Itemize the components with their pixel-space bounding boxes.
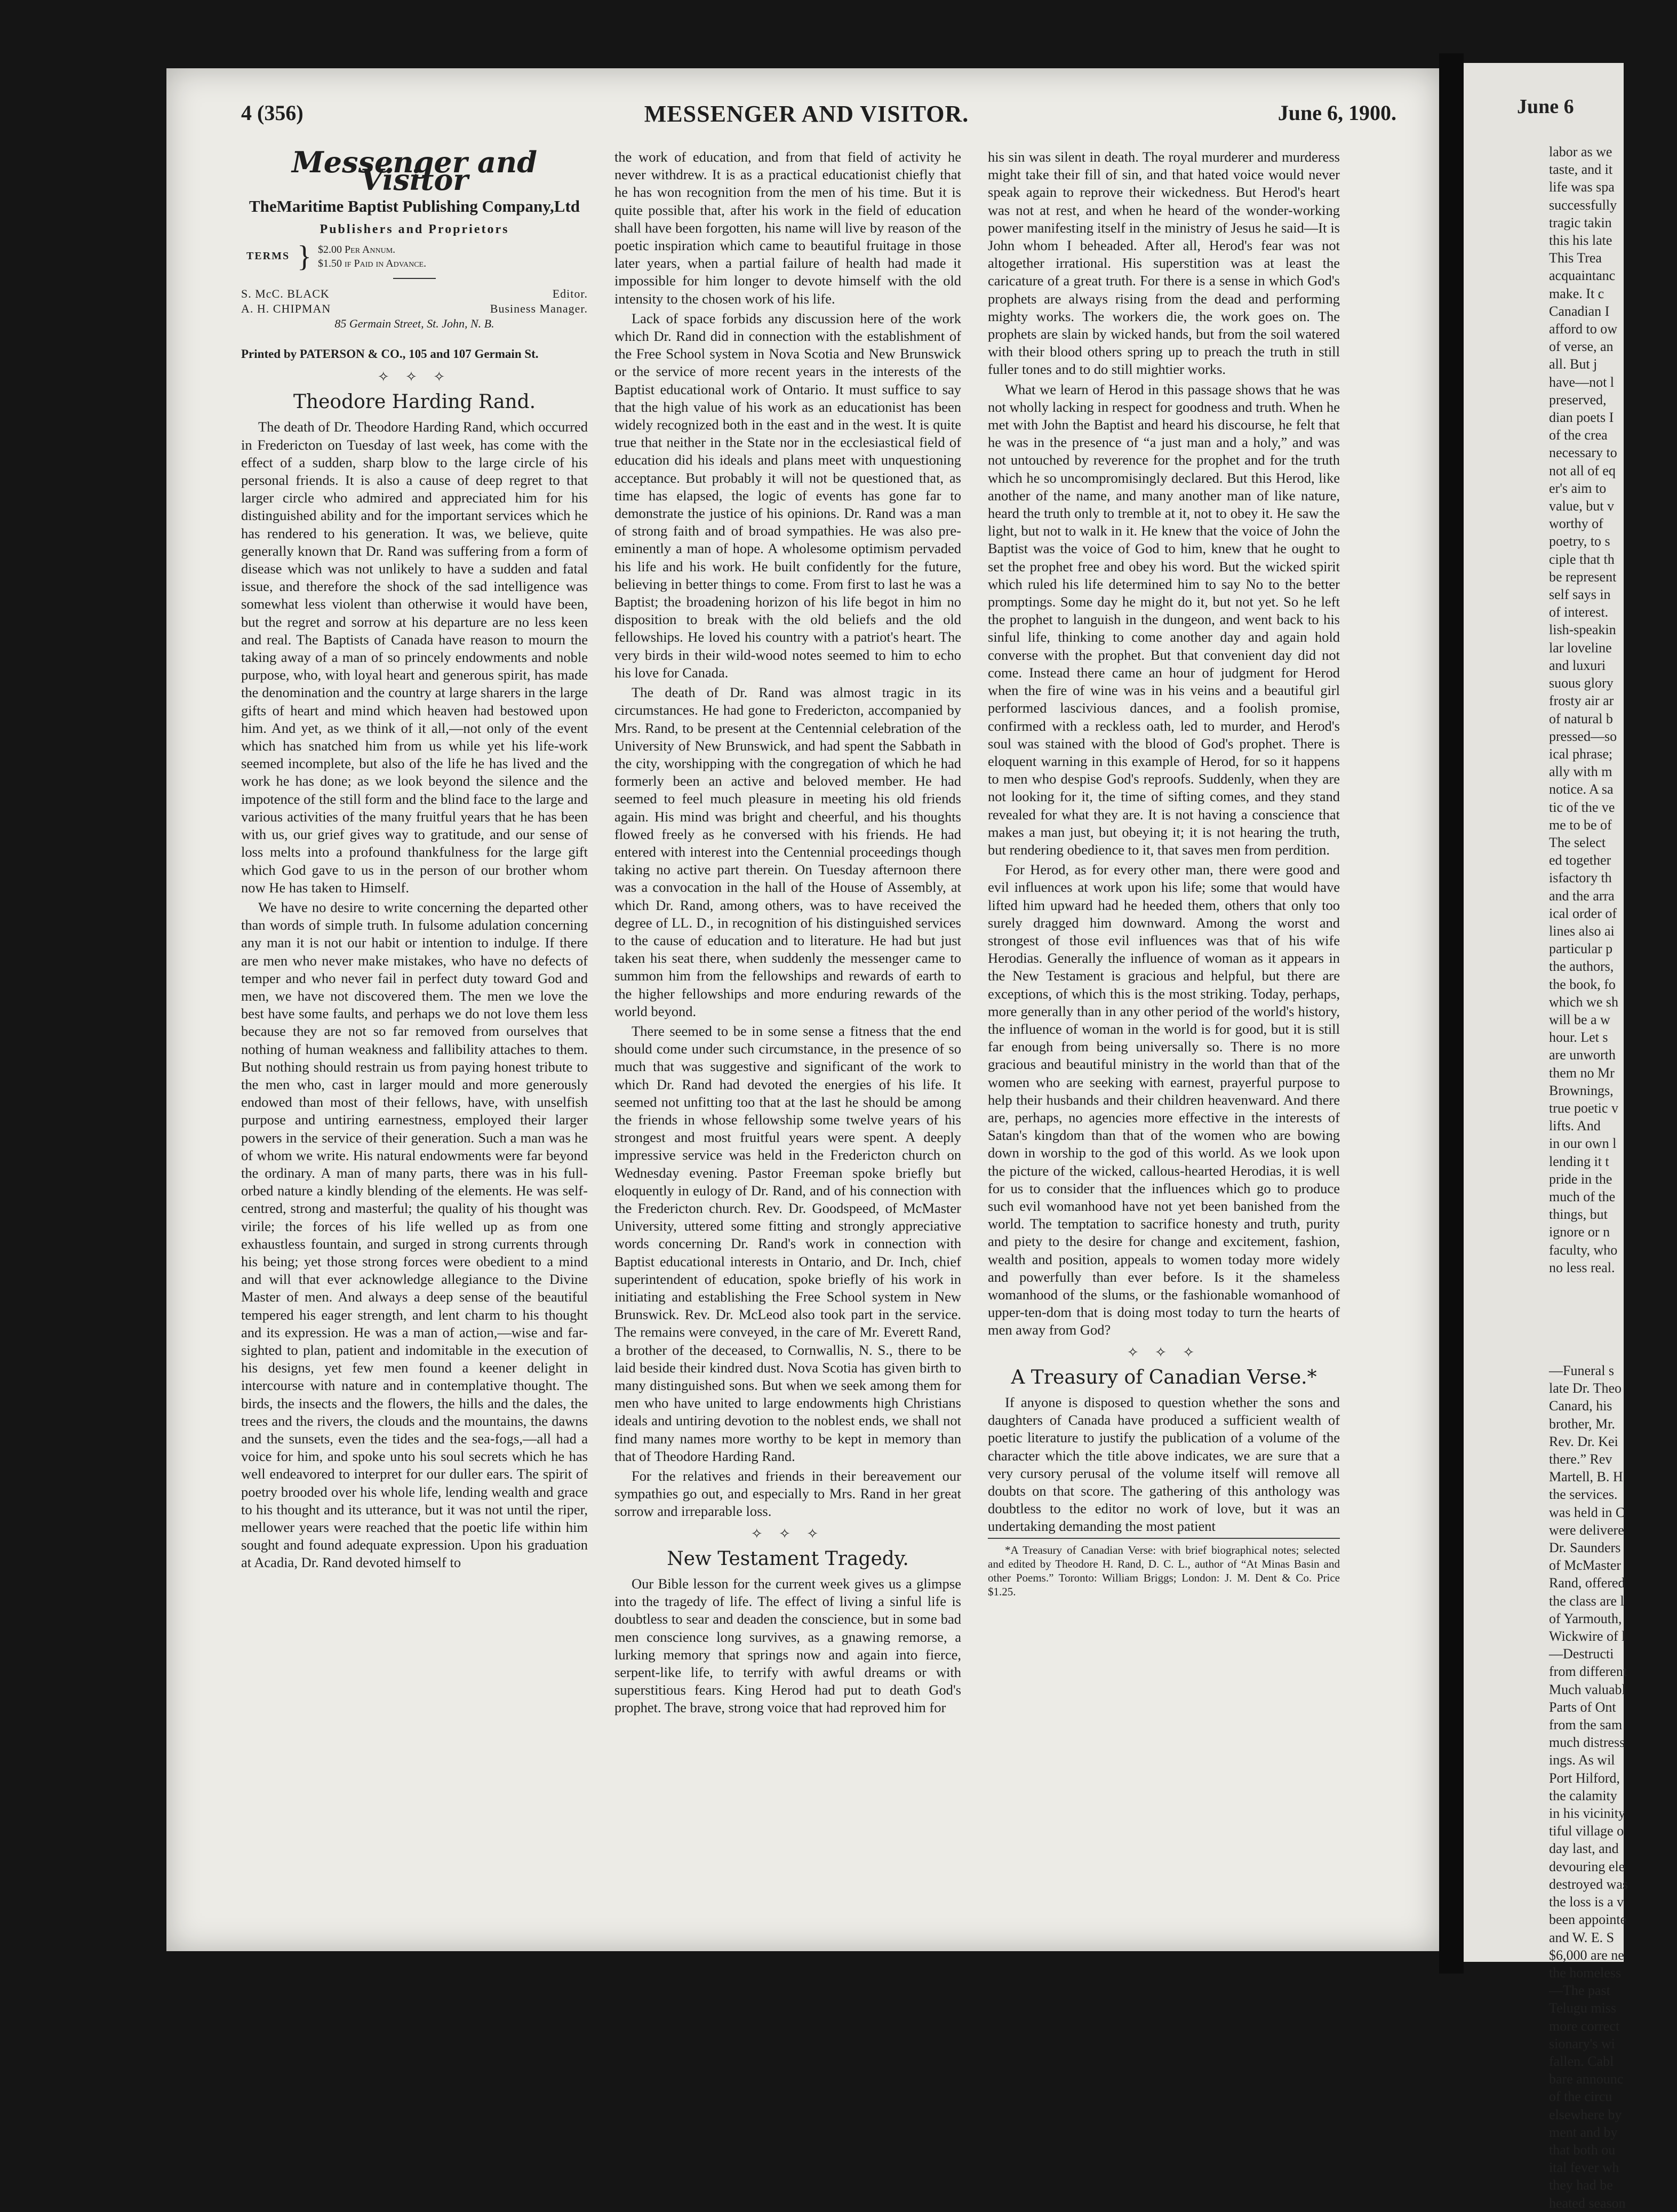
adjacent-line: $6,000 are ne <box>1549 1947 1624 1963</box>
page-gutter <box>1439 53 1464 1974</box>
adjacent-line: that both ou <box>1549 2142 1616 2158</box>
printer-line: Printed by PATERSON & CO., 105 and 107 Germain St. <box>241 347 539 361</box>
running-title: MESSENGER AND VISITOR. <box>644 101 969 127</box>
adjacent-line: of the crea <box>1549 427 1608 443</box>
treasury-footnote: *A Treasury of Canadian Verse: with brief biographical notes; selected and edited by Theodore H. Rand, D. C. L., author of “At Minas Basin and other Poems.” Toronto: William Briggs; London: J. M. Dent & Co. Price $1.25. <box>988 1538 1340 1599</box>
adjacent-line: The select <box>1549 834 1606 850</box>
manager-name: A. H. CHIPMAN <box>241 301 331 315</box>
adjacent-line: were delivere <box>1549 1522 1624 1538</box>
article-title-rand: Theodore Harding Rand. <box>293 391 536 413</box>
adjacent-line: suous glory <box>1549 675 1614 691</box>
adjacent-line: Port Hilford, <box>1549 1770 1620 1786</box>
adjacent-line: fallen. Cabl <box>1549 2053 1614 2069</box>
adjacent-line: there.” Rev <box>1549 1451 1612 1467</box>
adjacent-line: ings. As wil <box>1549 1752 1615 1768</box>
terms-line-2: $1.50 if Paid in Advance. <box>318 257 427 269</box>
adjacent-line: of interest. <box>1549 604 1609 620</box>
staff-block <box>241 286 588 331</box>
adjacent-line: lines also ai <box>1549 923 1615 939</box>
adjacent-line: me to be of <box>1549 817 1612 833</box>
brace-glyph: } <box>297 239 312 273</box>
adjacent-line: from different <box>1549 1664 1627 1680</box>
adjacent-line: ciple that th <box>1549 551 1615 567</box>
editor-role: Editor. <box>552 286 588 300</box>
issue-date: June 6, 1900. <box>1277 101 1396 125</box>
adjacent-line: of Yarmouth, <box>1549 1610 1622 1626</box>
adjacent-line: notice. A sa <box>1549 781 1614 797</box>
adjacent-line: make. It c <box>1549 285 1604 301</box>
adjacent-line: Rand, offered <box>1549 1575 1625 1591</box>
adjacent-line: —Funeral s <box>1549 1363 1615 1378</box>
adjacent-line: the services. <box>1549 1487 1618 1503</box>
adjacent-line: things, but <box>1549 1207 1608 1223</box>
adjacent-line: ally with m <box>1549 764 1612 780</box>
tragedy-paragraph-2: his sin was silent in death. The royal murderer and murderess might take their fill of sin, and that hated voice would never speak again to reprove their wickedness. But Herod's heart was not at rest, and when he heard of the wonder-working power manifesting itself in the ministry of Jesus he said—It is John whom I beheaded. After all, Herod's fear was not altogether irrational. His superstition was at least the caricature of a great truth. For there is a sense in which God's prophets are always rising from the dead and performing mighty works. The workers die, the work goes on. The prophets are slain by wicked hands, but from the soil watered with their blood others spring up to preach the truth in still fuller tones and to do still mightier works. <box>988 149 1340 378</box>
adjacent-line: hour. Let s <box>1549 1029 1608 1045</box>
adjacent-line: value, but v <box>1549 498 1615 514</box>
subscription-terms <box>246 239 588 273</box>
rand-paragraph-7: For the relatives and friends in their bereavement our sympathies go out, and especially to Mrs. Rand in her great sorrow and irreparable loss. <box>614 1468 961 1520</box>
adjacent-line: tiful village o <box>1549 1823 1624 1839</box>
adjacent-line: lending it t <box>1549 1153 1609 1169</box>
adjacent-line: of the circu <box>1549 2089 1612 2105</box>
adjacent-line: labor as we <box>1549 144 1612 159</box>
adjacent-line: Canard, his <box>1549 1398 1612 1414</box>
adjacent-line: Dr. Saunders <box>1549 1540 1621 1556</box>
adjacent-line: and W. E. S <box>1549 1929 1615 1945</box>
rand-paragraph-1: The death of Dr. Theodore Harding Rand, which occurred in Fredericton on Tuesday of last week, has come with the effect of a sudden, sharp blow to the large circle of his personal friends. It is also a cause of deep regret to that larger circle who admired and appreciated him for his distinguished ability and for the important services which he has rendered to his generation. It was, we believe, quite generally known that Dr. Rand was suffering from a form of disease which was not unlikely to have a sudden and fatal issue, and therefore the shock of the sad intelligence was somewhat less violent than otherwise it would have been, but the regret and sorrow at his departure are no less keen and real. The Baptists of Canada have reason to mourn the taking away of a man of so princely endowments and noble purpose, who, with loyal heart and generous spirit, has made the denomination and the country at large sharers in the large gifts of heart and mind which heaven had bestowed upon him. And yet, as we think of it all,—not only of the event which has snatched him from us while yet his life-work seemed incomplete, but also of the life he has lived and the work he has done; as we look beyond the silence and the impotence of the still form and the blind face to the large and various activities of the many fruitful years that he has been with us, our grief gives way to gratitude, and our sense of loss melts into a profound thankfulness for the large gift which God gave to us in the person of our brother whom now He has taken to Himself. <box>241 419 588 896</box>
adjacent-line: —The past <box>1549 1983 1610 1999</box>
adjacent-line: much distress <box>1549 1735 1625 1751</box>
short-rule <box>393 278 436 279</box>
adjacent-line: brother, Mr. <box>1549 1416 1615 1432</box>
rand-paragraph-2: We have no desire to write concerning the departed other than words of simple truth. In fulsome adulation concerning any man it is not our habit or intention to indulge. If there are men who never make mistakes, who have no defects of temper and who never fail in perfect duty toward God and men, we have not discovered them. The men we love the best have some faults, and perhaps we do not love them less because they are not so far removed from ourselves that nothing of human weakness and fallibility attaches to them. But nothing should restrain us from paying honest tribute to the men who, cast in larger mould and more generously endowed than most of their fellows, have, with unselfish purpose and untiring earnestness, employed their larger powers in the service of their generation. Such a man was he of whom we write. His natural endowments were far beyond the ordinary. A man of many parts, there was in his full-orbed nature a kindly blending of the elements. He was self-centred, strong and masterful; the quality of his thought was virile; the forces of his life welled up as from one exhaustless fountain, and surged in strong currents through his being; yet those strong forces were obedient to a mind and will that ever acknowledge allegiance to the Divine Master of men. And always a deep sense of the beautiful tempered his eager strength, and lent charm to his thought and its expression. He was a man of action,—wise and far-sighted to plan, patient and indomitable in the execution of his designs, yet few men found a keener delight in intercourse with nature and in contemplative thought. The birds, the insects and the flowers, the hills and the dales, the trees and the rivers, the clouds and the mountains, the dawns and the sunsets, even the tides and the sea-fogs,—all had a voice for him, and spoke unto his soul secrets which he has well endeavored to interpret for our duller ears. The spirit of poetry brooded over his whole life, lending wealth and grace to his thought and its utterance, but it was not until the riper, mellower years were reached that the poetic life within him sought and found adequate expression. Upon his graduation at Acadia, Dr. Rand devoted himself to <box>241 899 588 1571</box>
ornament-divider: ✧ ✧ ✧ <box>750 1526 825 1542</box>
adjacent-line: from the sam <box>1549 1717 1623 1733</box>
adjacent-line: and luxuri <box>1549 657 1606 673</box>
adjacent-line: the book, fo <box>1549 976 1616 992</box>
article-title-treasury: A Treasury of Canadian Verse.* <box>1011 1366 1317 1388</box>
adjacent-line: ital fever wh <box>1549 2160 1619 2176</box>
rand-paragraph-3: the work of education, and from that field of activity he never withdrew. It is as a practical educationist chiefly that he has won recognition from the men of his time. But it is quite possible that, after his work in the field of education shall have been forgotten, his name will live by reason of the poetic inspiration which came to beautiful fruitage in those later years, when a partial failure of health had made it impossible for him longer to devote himself with the old intensity to the chosen work of his life. <box>614 149 961 307</box>
adjacent-line: tragic takin <box>1549 214 1612 230</box>
adjacent-line: of verse, an <box>1549 339 1614 355</box>
adjacent-line: ical phrase; <box>1549 746 1613 762</box>
adjacent-line: Wickwire of l <box>1549 1628 1626 1644</box>
adjacent-line: Canadian I <box>1549 303 1610 319</box>
article-title-tragedy: New Testament Tragedy. <box>667 1547 909 1570</box>
terms-label: TERMS <box>246 250 290 262</box>
adjacent-line: ed together <box>1549 852 1611 868</box>
adjacent-line: faculty, who <box>1549 1242 1618 1258</box>
adjacent-line: self says in <box>1549 587 1611 603</box>
adjacent-page-date: June 6 <box>1517 95 1574 118</box>
adjacent-line: the authors, <box>1549 959 1614 975</box>
adjacent-line: afford to ow <box>1549 321 1618 337</box>
adjacent-line: lar loveline <box>1549 640 1612 656</box>
adjacent-line: successfully <box>1549 197 1617 213</box>
adjacent-gap <box>1549 1276 1677 1362</box>
adjacent-page-text <box>1549 143 1677 2212</box>
adjacent-line: of McMaster <box>1549 1558 1622 1574</box>
adjacent-line: Martell, B. H <box>1549 1469 1623 1485</box>
adjacent-line: er's aim to <box>1549 480 1607 496</box>
adjacent-line: acquaintanc <box>1549 268 1616 284</box>
masthead-title: Messenger and Visitor <box>292 145 537 197</box>
adjacent-line: in our own l <box>1549 1136 1617 1152</box>
editor-row <box>241 286 588 301</box>
adjacent-line: Parts of Ont <box>1549 1699 1616 1715</box>
adjacent-line: lifts. And <box>1549 1118 1601 1134</box>
adjacent-line: ment and by <box>1549 2124 1618 2140</box>
tragedy-paragraph-4: For Herod, as for every other man, there were good and evil influences at work upon his life; some that would have lifted him upward had he heeded them, others that only too surely dragged him downward. Among the worst and strongest of those evil influences was that of his wife Herodias. Generally the influence of woman as it appears in the New Testament is gracious and helpful, but there are exceptions, of which this is the most striking. Today, perhaps, more generally than in any other period of the world's history, the influence of woman in the world is for good, but it is still far enough from being universally so. There is no more gracious and beautiful ministry in the world than that of the women who are seeking with earnest, prayerful purpose to help their husbands and their children heavenward. And there are, perhaps, no agencies more effective in the interests of Satan's kingdom than that of the women who are bowing down in worship to the god of this world. As we look upon the picture of the wicked, callous-hearted Herodias, it is well for us to consider that the influences which go to produce such evil womanhood have not yet been banished from the world. The temptation to sacrifice honesty and truth, purity and piety to the desire for change and excitement, fashion, wealth and position, appeals to women today more widely and powerfully than ever before. Is it the shameless womanhood of the slums, or the fashionable womanhood of upper-ten-dom that is doing most today to turn the hearts of men away from God? <box>988 861 1340 1338</box>
adjacent-line: heated season <box>1549 2195 1626 2211</box>
rand-paragraph-4: Lack of space forbids any discussion here of the work which Dr. Rand did in connection with the establishment of the Free School system in Nova Scotia and New Brunswick or the service of more recent years in the interests of the Baptist educational work of Ontario. It must suffice to say that the high value of his work as an educationist has been widely recognized both in the east and in the west. It is quite true that neither in the State nor in the ecclesiastical field of education did his ideals and plans meet with unquestioning acceptance. But probably it will not be questioned that, as time has elapsed, the logic of events has gone far to demonstrate the justice of his opinions. Dr. Rand was a man of strong faith and of broad sympathies. He was also pre-eminently a man of hope. A wholesome optimism pervaded his life and his work. He built confidently for the future, believing in better things to come. From first to last he was a Baptist; the broadening horizon of his life begot in him no disposition to break with the old beliefs and the old fellowships. He loved his country with a patriot's heart. The very birds in their wild-wood notes seemed to him to echo his love for Canada. <box>614 310 961 681</box>
adjacent-line: the calamity <box>1549 1787 1617 1803</box>
adjacent-line: This Trea <box>1549 250 1602 266</box>
publisher-subtitle: Publishers and Proprietors <box>320 222 509 236</box>
adjacent-line: destroyed was <box>1549 1876 1628 1892</box>
adjacent-line: poetry, to s <box>1549 533 1610 549</box>
tragedy-paragraph-3: What we learn of Herod in this passage shows that he was not wholly lacking in respect for goodness and truth. When he met with John the Baptist and heard his discourse, he felt that he was in the presence of “a just man and a holy,” and was not untouched by reverence for the prophet and for the truth which he so uncompromisingly declared. But this Herod, like another of the name, and many another man of like nature, heard the truth only to tremble at it, not to obey it. He saw the light, but not to walk in it. He knew that the voice of John the Baptist was the voice of God to him, knew that he ought to set the prophet free and obey his word. But the wicked spirit which ruled his life determined him to say No to the better promptings. Some day he might do it, but not yet. So he left the prophet to languish in the dungeon, and went back to his sinful life, thinking to come another day and again hold converse with the prophet. But that convenient day did not come. Instead there came an hour of judgment for Herod when the fire of wine was in his veins and a beautiful girl performed lascivious dances, and a foolish promise, confirmed with a reckless oath, led to murder, and Herod's soul was stained with the blood of God's prophet. There is eloquent warning in this example of Herod, for so it happens to men who despise God's reproofs. Suddenly, when they are not looking for it, the time of sifting comes, and they stand revealed for what they are. It is not having a conscience that makes a man just, but obeying it; it is not hearing the truth, but rendering obedience to it, that saves men from perdition. <box>988 381 1340 858</box>
adjacent-line: Brownings, <box>1549 1082 1614 1098</box>
adjacent-line: dian poets I <box>1549 410 1614 426</box>
terms-line-1: $2.00 Per Annum. <box>318 243 396 255</box>
adjacent-line: pride in the <box>1549 1171 1612 1187</box>
adjacent-line: frosty air ar <box>1549 693 1614 709</box>
adjacent-line: and the arra <box>1549 888 1615 904</box>
adjacent-line: ignore or n <box>1549 1224 1610 1240</box>
column-2 <box>614 148 961 1719</box>
manager-role: Business Manager. <box>490 301 588 315</box>
adjacent-line: more correct <box>1549 2018 1620 2034</box>
adjacent-line: this his late <box>1549 233 1612 249</box>
adjacent-line: all. But j <box>1549 356 1598 372</box>
publisher-name: TheMaritime Baptist Publishing Company,Ltd <box>249 197 580 216</box>
treasury-paragraph-1: If anyone is disposed to question whether the sons and daughters of Canada have produced a sufficient wealth of poetic literature to justify the publication of a volume of the character which the title above indicates, we are sure that a very cursory perusal of the volume itself will remove all doubts on that score. The gathering of this anthology was doubtless to the editor no work of love, but it was an undertaking demanding the most patient <box>988 1394 1340 1535</box>
adjacent-line: elsewhere by <box>1549 2106 1622 2122</box>
adjacent-line: Rev. Dr. Kei <box>1549 1433 1618 1449</box>
adjacent-line: isfactory th <box>1549 870 1612 886</box>
adjacent-line: not all of eq <box>1549 462 1616 478</box>
terms-lines <box>318 243 426 270</box>
adjacent-line: day last, and <box>1549 1841 1619 1857</box>
adjacent-line: late Dr. Theo <box>1549 1380 1622 1396</box>
adjacent-line: have—not l <box>1549 374 1615 390</box>
page-number: 4 (356) <box>241 101 304 125</box>
adjacent-line: no less real. <box>1549 1259 1615 1275</box>
tragedy-paragraph-1: Our Bible lesson for the current week gives us a glimpse into the tragedy of life. The effect of living a sinful life is doubtless to sear and deaden the conscience, but in some bad men conscience long survives, as a gnawing remorse, a lurking memory that springs now and again into fierce, serpent-like life, to terrify with awful dreams or with superstitious fears. King Herod had put to death God's prophet. The brave, strong voice that had reproved him for <box>614 1576 961 1716</box>
adjacent-line: preserved, <box>1549 392 1607 408</box>
adjacent-line: tic of the ve <box>1549 799 1615 815</box>
adjacent-line: —Destructi <box>1549 1646 1614 1662</box>
adjacent-line: ical order of <box>1549 905 1617 921</box>
adjacent-line: taste, and it <box>1549 162 1613 178</box>
adjacent-line: are unworth <box>1549 1047 1616 1063</box>
adjacent-line: the homeless <box>1549 1965 1622 1981</box>
adjacent-line: be represent <box>1549 569 1617 585</box>
adjacent-line: devouring ele <box>1549 1858 1625 1874</box>
adjacent-line: worthy of <box>1549 516 1603 532</box>
adjacent-line: they had be <box>1549 2177 1613 2193</box>
adjacent-line: been appointe <box>1549 1912 1627 1928</box>
editor-name: S. McC. BLACK <box>241 286 330 300</box>
adjacent-line: the class are l <box>1549 1593 1624 1609</box>
adjacent-line: true poetic v <box>1549 1100 1618 1116</box>
adjacent-line: bare announc <box>1549 2071 1624 2087</box>
adjacent-line: Much valuabl <box>1549 1681 1626 1697</box>
adjacent-line: in his vicinity <box>1549 1806 1625 1822</box>
adjacent-line: lish-speakin <box>1549 622 1616 638</box>
adjacent-line: the loss is a v <box>1549 1894 1624 1910</box>
adjacent-line: which we sh <box>1549 994 1618 1010</box>
newspaper-page <box>166 68 1439 1951</box>
adjacent-line: Telugu miss <box>1549 2000 1617 2016</box>
adjacent-line: of natural b <box>1549 710 1613 726</box>
adjacent-line: will be a w <box>1549 1011 1610 1027</box>
adjacent-line: them no Mr <box>1549 1065 1615 1081</box>
adjacent-line: necessary to <box>1549 445 1617 461</box>
office-address: 85 Germain Street, St. John, N. B. <box>334 316 494 330</box>
adjacent-line: life was spa <box>1549 179 1615 195</box>
ornament-divider: ✧ ✧ ✧ <box>377 369 452 385</box>
adjacent-line: particular p <box>1549 941 1613 957</box>
manager-row <box>241 301 588 316</box>
ornament-divider: ✧ ✧ ✧ <box>1127 1344 1201 1360</box>
adjacent-line: was held in C <box>1549 1504 1625 1520</box>
adjacent-line: much of the <box>1549 1188 1616 1204</box>
adjacent-line: sionary's wi <box>1549 2035 1615 2051</box>
column-1 <box>241 145 588 1574</box>
adjacent-page-edge <box>1464 63 1628 2211</box>
rand-paragraph-6: There seemed to be in some sense a fitness that the end should come under such circumstance, in the presence of so much that was suggestive and significant of the work to which Dr. Rand had devoted the energies of his life. It seemed not unfitting too that at the last he should be among the friends in whose fellowship some twelve years of his strongest and most fruitful years were spent. A deeply impressive service was held in the Fredericton church on Wednesday evening. Pastor Freeman spoke briefly but eloquently in eulogy of Dr. Rand, and of his connection with the Fredericton church. Rev. Dr. Goodspeed, of McMaster University, uttered some fitting and strongly appreciative words concerning Dr. Rand's work in connection with Baptist educational interests in Ontario, and Dr. Inch, chief superintendent of education, spoke briefly of his work in initiating and establishing the Free School system in New Brunswick. Rev. Dr. McLeod also took part in the service. The remains were conveyed, in the care of Mr. Everett Rand, a brother of the deceased, to Cornwallis, N. S., there to be laid beside their kindred dust. Nova Scotia has given birth to many distinguished sons. But when we seek among them for men who have united to large endowments high Christians ideals and untiring devotion to the noblest ends, we shall not find many names more worthy to be kept in memory than that of Theodore Harding Rand. <box>614 1023 961 1464</box>
adjacent-line: pressed—so <box>1549 728 1617 744</box>
rand-paragraph-5: The death of Dr. Rand was almost tragic in its circumstances. He had gone to Fredericton, accompanied by Mrs. Rand, to be present at the Centennial celebration of the University of New Brunswick, and had spent the Sabbath in the city, worshipping with the congregation of which he had formerly been an active and beloved member. He had seemed to feel much pleasure in meeting his old friends again. His mind was bright and cheerful, and his thoughts flowed freely as he conversed with his friends. He had entered with interest into the Centennial proceedings though taking no active part therein. On Tuesday afternoon there was a convocation in the hall of the House of Assembly, at which Dr. Rand, among others, was to have received the degree of LL. D., in recognition of his distinguished services to the cause of education and to literature. He had but just taken his seat there, when suddenly the messenger came to summon him from the fellowships and rewards of earth to the higher fellowships and more enduring rewards of the world beyond. <box>614 684 961 1019</box>
column-3 <box>988 148 1340 1601</box>
